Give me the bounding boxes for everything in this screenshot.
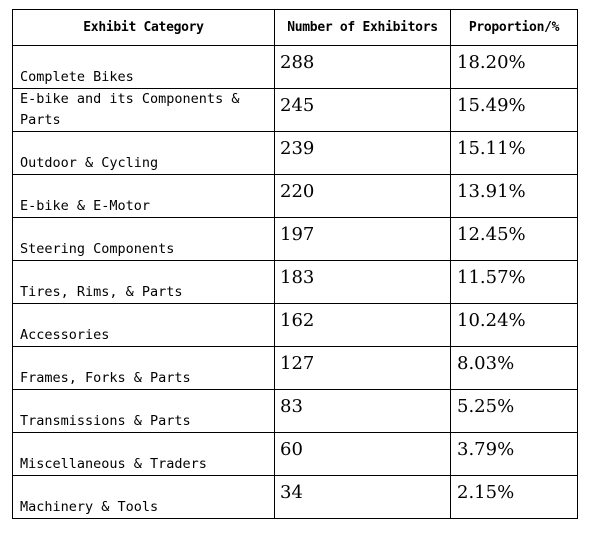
proportion-cell: 11.57% (451, 261, 578, 304)
exhibitors-cell: 239 (275, 132, 451, 175)
header-exhibit-category: Exhibit Category (13, 10, 275, 46)
header-row (13, 10, 578, 46)
table-row (13, 261, 578, 304)
category-cell: Steering Components (13, 218, 275, 261)
category-cell: E-bike and its Components & Parts (13, 89, 275, 132)
category-cell: Outdoor & Cycling (13, 132, 275, 175)
exhibitors-cell: 220 (275, 175, 451, 218)
category-cell: Transmissions & Parts (13, 390, 275, 433)
category-cell: Frames, Forks & Parts (13, 347, 275, 390)
header-proportion: Proportion/% (451, 10, 578, 46)
table-row (13, 89, 578, 132)
proportion-cell: 3.79% (451, 433, 578, 476)
exhibitors-cell: 245 (275, 89, 451, 132)
category-cell: Accessories (13, 304, 275, 347)
proportion-cell: 8.03% (451, 347, 578, 390)
exhibitors-cell: 183 (275, 261, 451, 304)
table-row (13, 132, 578, 175)
category-cell: E-bike & E-Motor (13, 175, 275, 218)
table-header (13, 10, 578, 46)
table-row (13, 347, 578, 390)
exhibitors-cell: 288 (275, 46, 451, 89)
category-cell: Miscellaneous & Traders (13, 433, 275, 476)
table-row (13, 218, 578, 261)
exhibitors-cell: 162 (275, 304, 451, 347)
exhibitors-cell: 60 (275, 433, 451, 476)
proportion-cell: 13.91% (451, 175, 578, 218)
header-number-of-exhibitors: Number of Exhibitors (275, 10, 451, 46)
table-body (13, 46, 578, 519)
exhibit-table (12, 9, 578, 519)
exhibitors-cell: 83 (275, 390, 451, 433)
proportion-cell: 10.24% (451, 304, 578, 347)
proportion-cell: 18.20% (451, 46, 578, 89)
table-row (13, 175, 578, 218)
category-cell: Machinery & Tools (13, 476, 275, 519)
exhibitors-cell: 34 (275, 476, 451, 519)
exhibitors-cell: 127 (275, 347, 451, 390)
proportion-cell: 5.25% (451, 390, 578, 433)
table-row (13, 46, 578, 89)
proportion-cell: 15.49% (451, 89, 578, 132)
exhibitors-cell: 197 (275, 218, 451, 261)
table-row (13, 433, 578, 476)
proportion-cell: 2.15% (451, 476, 578, 519)
proportion-cell: 15.11% (451, 132, 578, 175)
category-cell: Complete Bikes (13, 46, 275, 89)
proportion-cell: 12.45% (451, 218, 578, 261)
table-row (13, 304, 578, 347)
category-cell: Tires, Rims, & Parts (13, 261, 275, 304)
table-row (13, 390, 578, 433)
table-row (13, 476, 578, 519)
